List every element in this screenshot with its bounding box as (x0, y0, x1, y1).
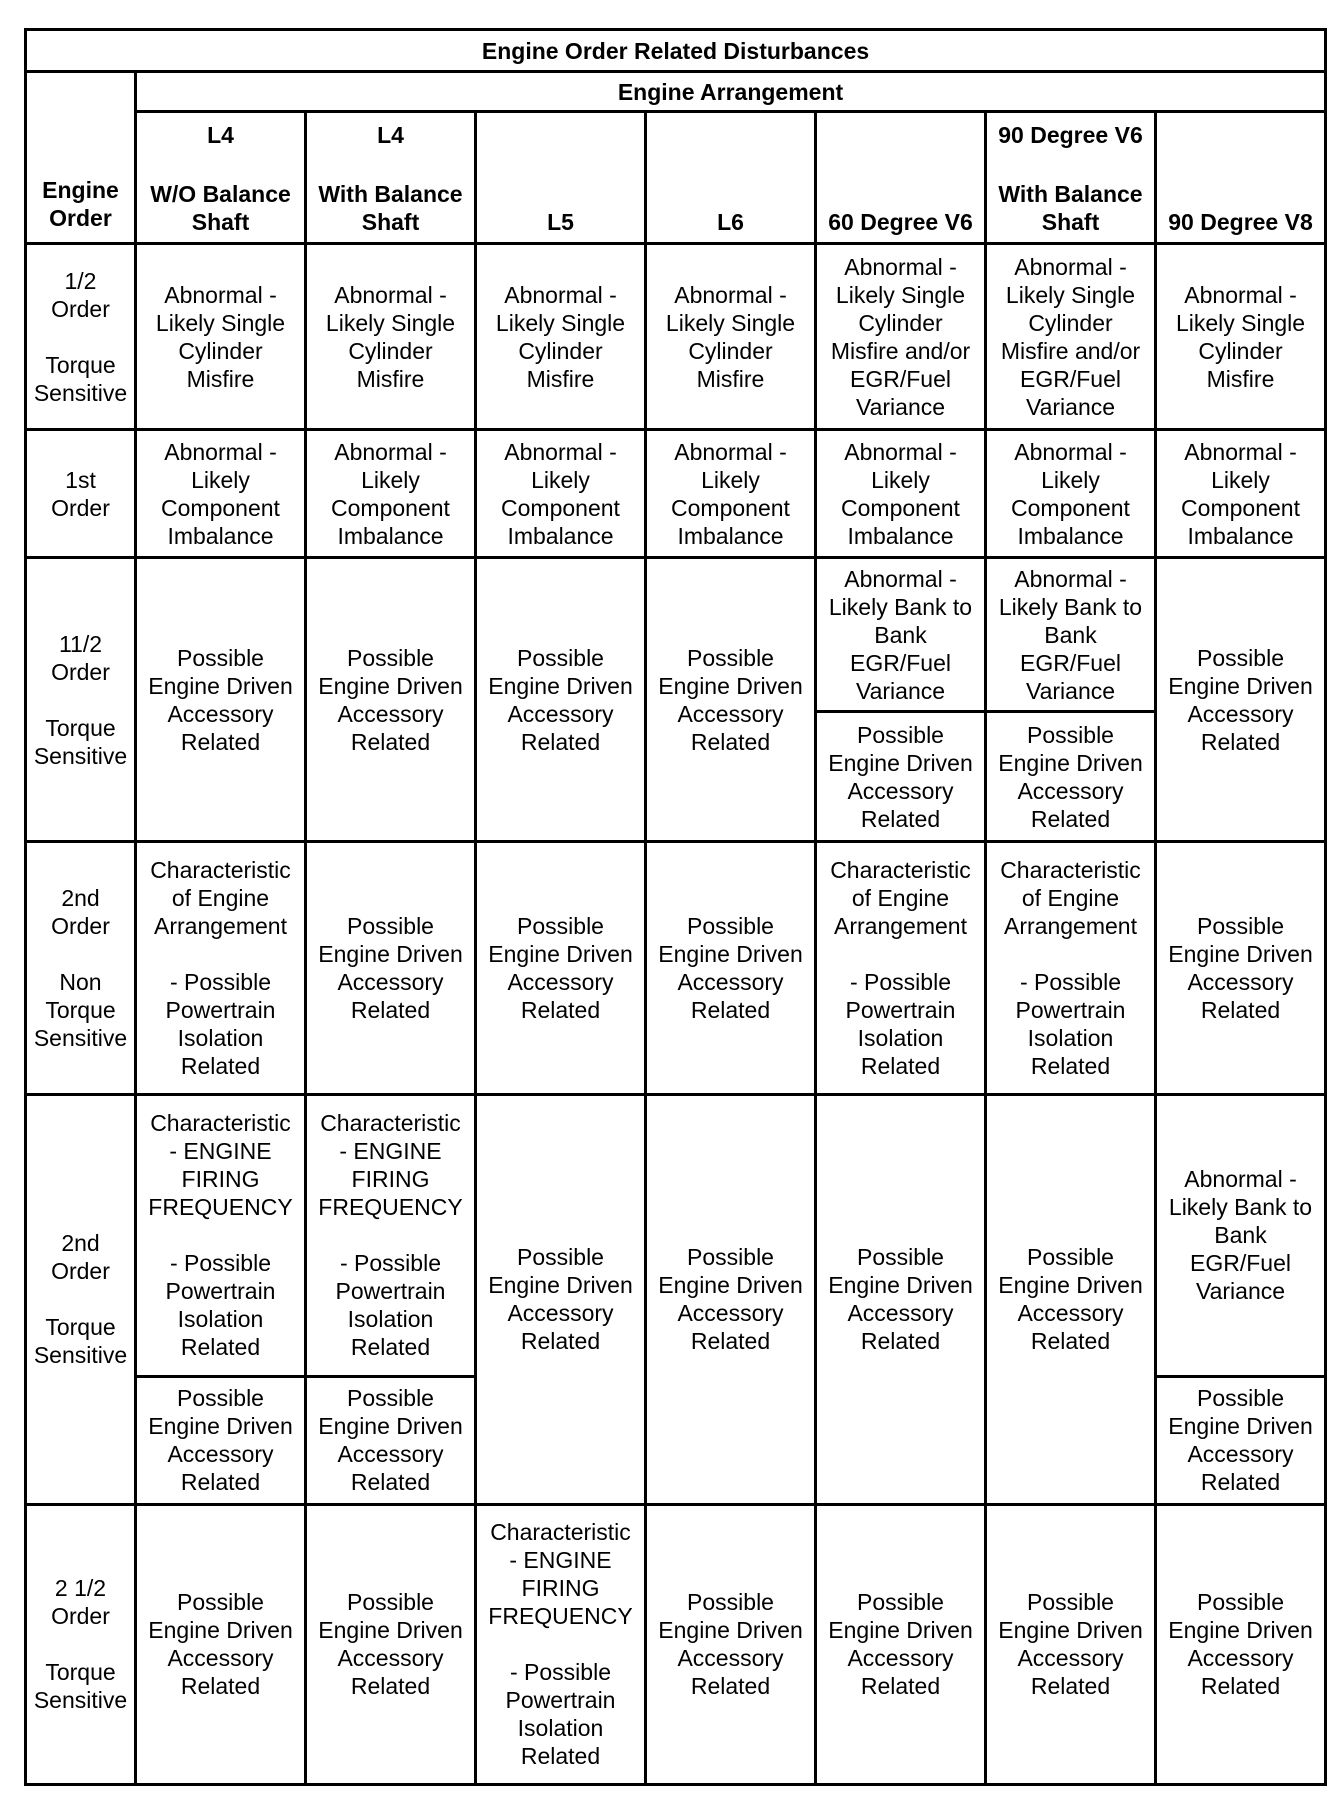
table-row (26, 1504, 1326, 1784)
table-cell: Possible Engine Driven Accessory Related (1156, 558, 1326, 842)
table-cell: Abnormal - Likely Component Imbalance (136, 430, 306, 558)
col-header-bottom: With Balance Shaft (318, 181, 463, 236)
row-label-half-order: 1/2 Order Torque Sensitive (26, 244, 136, 430)
table-cell: Possible Engine Driven Accessory Related (476, 842, 646, 1094)
col-header-top (1157, 113, 1324, 163)
table-cell: Abnormal - Likely Single Cylinder Misfire (1156, 244, 1326, 430)
table-cell: Possible Engine Driven Accessory Related (646, 842, 816, 1094)
table-cell: Abnormal - Likely Component Imbalance (476, 430, 646, 558)
table-cell: Abnormal - Likely Single Cylinder Misfire (476, 244, 646, 430)
table-cell: Possible Engine Driven Accessory Related (476, 558, 646, 842)
table-cell: Characteristic of Engine Arrangement - Possible Powertrain Isolation Related (816, 842, 986, 1094)
table-cell: Abnormal - Likely Single Cylinder Misfire (306, 244, 476, 430)
table-cell: Abnormal - Likely Component Imbalance (986, 430, 1156, 558)
table-cell: Possible Engine Driven Accessory Related (136, 558, 306, 842)
table-cell: Abnormal - Likely Single Cylinder Misfire (136, 244, 306, 430)
table-cell: Possible Engine Driven Accessory Related (816, 1504, 986, 1784)
col-header-top (817, 113, 984, 163)
row-label-one-and-half-order: 11/2 Order Torque Sensitive (26, 558, 136, 842)
table-cell: Characteristic of Engine Arrangement - Possible Powertrain Isolation Related (986, 842, 1156, 1094)
table-row (26, 558, 1326, 712)
table-cell: Abnormal - Likely Component Imbalance (306, 430, 476, 558)
table-cell: Characteristic of Engine Arrangement - Possible Powertrain Isolation Related (136, 842, 306, 1094)
row-label-two-and-half-order: 2 1/2 Order Torque Sensitive (26, 1504, 136, 1784)
col-header-bottom: 60 Degree V6 (828, 209, 973, 236)
table-cell: Possible Engine Driven Accessory Related (646, 1504, 816, 1784)
col-header-top (647, 113, 814, 163)
table-cell: Characteristic - ENGINE FIRING FREQUENCY - Possible Powertrain Isolation Related (476, 1504, 646, 1784)
table-title: Engine Order Related Disturbances (26, 30, 1326, 72)
table-cell: Abnormal - Likely Single Cylinder Misfire and/or EGR/Fuel Variance (816, 244, 986, 430)
table-cell: Abnormal - Likely Bank to Bank EGR/Fuel Variance (986, 558, 1156, 712)
engine-order-table-wrapper (24, 28, 1324, 1786)
table-cell: Abnormal - Likely Bank to Bank EGR/Fuel Variance (1156, 1094, 1326, 1376)
table-cell: Characteristic - ENGINE FIRING FREQUENCY - Possible Powertrain Isolation Related (306, 1094, 476, 1376)
table-cell: Possible Engine Driven Accessory Related (816, 712, 986, 842)
table-cell: Possible Engine Driven Accessory Related (1156, 1376, 1326, 1504)
table-cell: Possible Engine Driven Accessory Related (306, 1376, 476, 1504)
table-cell: Possible Engine Driven Accessory Related (306, 558, 476, 842)
table-cell: Possible Engine Driven Accessory Related (986, 712, 1156, 842)
col-header-top: L4 (207, 122, 234, 149)
table-cell: Abnormal - Likely Component Imbalance (646, 430, 816, 558)
table-row (26, 430, 1326, 558)
table-row (26, 244, 1326, 430)
row-label-second-order-non-torque: 2nd Order Non Torque Sensitive (26, 842, 136, 1094)
engine-order-table (24, 28, 1327, 1786)
table-cell: Possible Engine Driven Accessory Related (986, 1094, 1156, 1504)
col-header-v6-90 (986, 112, 1156, 244)
table-cell: Abnormal - Likely Component Imbalance (1156, 430, 1326, 558)
table-cell: Possible Engine Driven Accessory Related (816, 1094, 986, 1504)
table-cell: Possible Engine Driven Accessory Related (1156, 842, 1326, 1094)
col-header-l4-wo (136, 112, 306, 244)
table-cell: Possible Engine Driven Accessory Related (986, 1504, 1156, 1784)
table-cell: Abnormal - Likely Bank to Bank EGR/Fuel Variance (816, 558, 986, 712)
table-row (26, 1094, 1326, 1376)
col-header-bottom: With Balance Shaft (998, 181, 1143, 236)
col-header-top (477, 113, 644, 163)
row-label-second-order-torque: 2nd Order Torque Sensitive (26, 1094, 136, 1504)
col-header-l5 (476, 112, 646, 244)
col-header-l4-with (306, 112, 476, 244)
table-cell: Possible Engine Driven Accessory Related (476, 1094, 646, 1504)
table-cell: Possible Engine Driven Accessory Related (306, 842, 476, 1094)
table-row (26, 842, 1326, 1094)
table-cell: Possible Engine Driven Accessory Related (646, 1094, 816, 1504)
col-header-bottom: L5 (547, 209, 574, 236)
table-cell: Possible Engine Driven Accessory Related (646, 558, 816, 842)
table-cell: Possible Engine Driven Accessory Related (136, 1376, 306, 1504)
col-header-bottom: W/O Balance Shaft (150, 181, 291, 236)
col-header-l6 (646, 112, 816, 244)
engine-order-header: Engine Order (26, 72, 136, 244)
table-cell: Characteristic - ENGINE FIRING FREQUENCY - Possible Powertrain Isolation Related (136, 1094, 306, 1376)
col-header-v8-90 (1156, 112, 1326, 244)
col-header-v6-60 (816, 112, 986, 244)
col-header-bottom: 90 Degree V8 (1168, 209, 1313, 236)
table-cell: Abnormal - Likely Single Cylinder Misfire and/or EGR/Fuel Variance (986, 244, 1156, 430)
col-header-top: 90 Degree V6 (998, 122, 1143, 149)
table-cell: Abnormal - Likely Single Cylinder Misfire (646, 244, 816, 430)
col-header-bottom: L6 (717, 209, 744, 236)
table-cell: Abnormal - Likely Component Imbalance (816, 430, 986, 558)
table-cell: Possible Engine Driven Accessory Related (306, 1504, 476, 1784)
row-label-first-order: 1st Order (26, 430, 136, 558)
col-header-top: L4 (377, 122, 404, 149)
engine-arrangement-header: Engine Arrangement (136, 72, 1326, 112)
table-cell: Possible Engine Driven Accessory Related (1156, 1504, 1326, 1784)
table-cell: Possible Engine Driven Accessory Related (136, 1504, 306, 1784)
